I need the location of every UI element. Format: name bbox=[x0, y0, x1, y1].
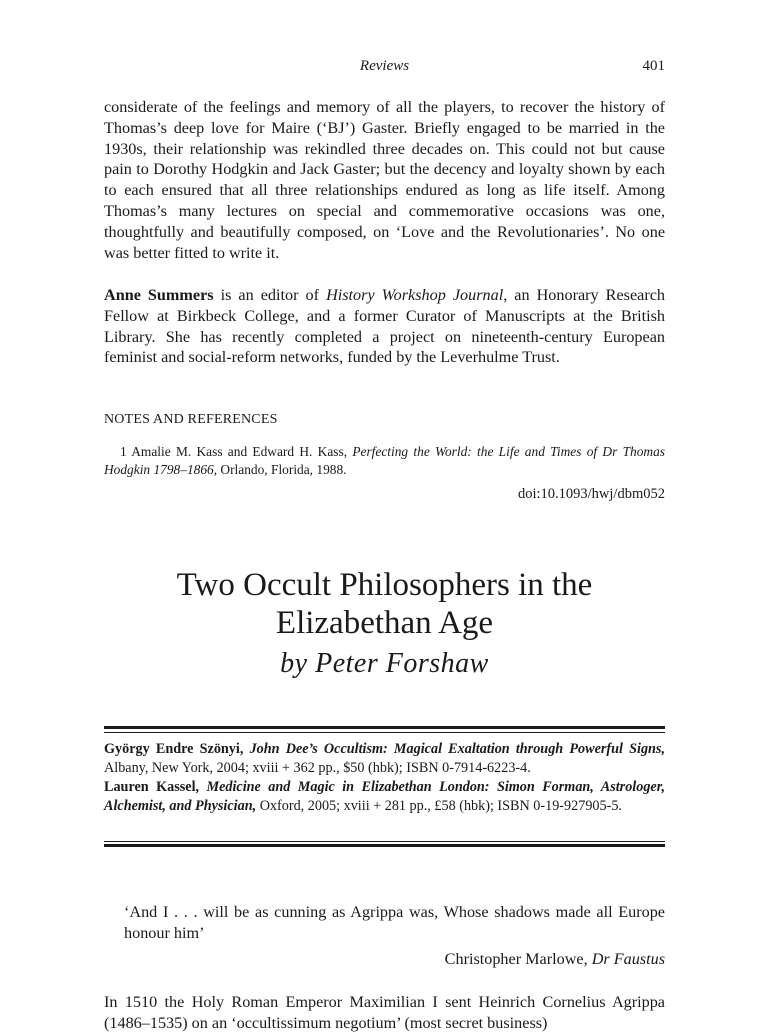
bio-text-2: , an Honorary Research Fellow at Birkbeck College, and a former Curator of Manuscripts at the British Library. She has recently completed a project on nineteenth-century European feminist and social-reform networks, funded by the Leverhulme Trust. bbox=[104, 286, 665, 367]
top-thin-rule bbox=[104, 732, 665, 733]
reviewed-books bbox=[104, 740, 665, 816]
reviewer-name: Anne Summers bbox=[104, 286, 214, 304]
reviewer-bio bbox=[104, 285, 665, 368]
book-details: Oxford, 2005; xviii + 281 pp., £58 (hbk); ISBN 0-19-927905-5. bbox=[256, 798, 622, 814]
running-head bbox=[104, 58, 665, 78]
bio-text-1: is an editor of bbox=[213, 286, 327, 304]
book-entry bbox=[104, 778, 665, 816]
epigraph-work: Dr Faustus bbox=[591, 950, 665, 968]
review-opening-paragraph: In 1510 the Holy Roman Emperor Maximilian I sent Heinrich Cornelius Agrippa (1486–1535) on an ‘occultissimum negotium’ (most secret business) bbox=[104, 993, 665, 1032]
doi-reference: doi:10.1093/hwj/dbm052 bbox=[517, 486, 665, 502]
epigraph-quote: ‘And I . . . will be as cunning as Agrippa was, Whose shadows made all Europe honour him’ bbox=[124, 903, 665, 942]
book-entry bbox=[104, 740, 665, 778]
book-title: Medicine and Magic in Elizabethan London: Simon Forman, Astrologer, Alchemist, and Physician, bbox=[104, 779, 666, 814]
review-title: Two Occult Philosophers in the Elizabethan Age bbox=[176, 567, 593, 641]
top-thick-rule bbox=[104, 726, 665, 729]
footnote-1 bbox=[104, 443, 665, 479]
bottom-thin-rule bbox=[104, 841, 665, 842]
book-author: Lauren Kassel, bbox=[104, 779, 200, 795]
note-number: 1 bbox=[120, 444, 127, 459]
book-details: Albany, New York, 2004; xviii + 362 pp., $50 (hbk); ISBN 0-7914-6223-4. bbox=[104, 760, 531, 776]
note-publication: , Orlando, Florida, 1988. bbox=[213, 462, 347, 477]
review-byline: by Peter Forshaw bbox=[280, 648, 489, 679]
epigraph-attribution bbox=[445, 950, 665, 969]
document-page bbox=[104, 0, 666, 1032]
epigraph-author: Christopher Marlowe, bbox=[444, 950, 592, 968]
journal-name: History Workshop Journal bbox=[326, 286, 504, 304]
previous-review-closing-paragraph: considerate of the feelings and memory of all the players, to recover the history of Thomas’s deep love for Maire (‘BJ’) Gaster. Briefly engaged to be married in the 1930s, their relationship was rekindled three decades on. This could not but cause pain to Dorothy Hodgkin and Jack Gaster; but the decency and loyalty shown by each to each ensured that all three relationships endured as long as life itself. Among Thomas’s many lectures on special and commemorative occasions was one, thoughtfully and beautifully composed, on ‘Love and the Revolutionaries’. No one was better fitted to write it. bbox=[104, 98, 665, 262]
book-author: György Endre Szönyi, bbox=[104, 741, 244, 757]
note-title: Perfecting the World: the Life and Times of Dr Thomas Hodgkin 1798–1866 bbox=[104, 444, 665, 477]
book-title: John Dee’s Occultism: Magical Exaltation through Powerful Signs, bbox=[249, 741, 666, 757]
page-number: 401 bbox=[642, 58, 665, 74]
notes-heading: NOTES AND REFERENCES bbox=[104, 412, 278, 427]
running-head-section: Reviews bbox=[359, 58, 410, 74]
bottom-thick-rule bbox=[104, 844, 665, 847]
note-authors: Amalie M. Kass and Edward H. Kass, bbox=[126, 444, 353, 459]
